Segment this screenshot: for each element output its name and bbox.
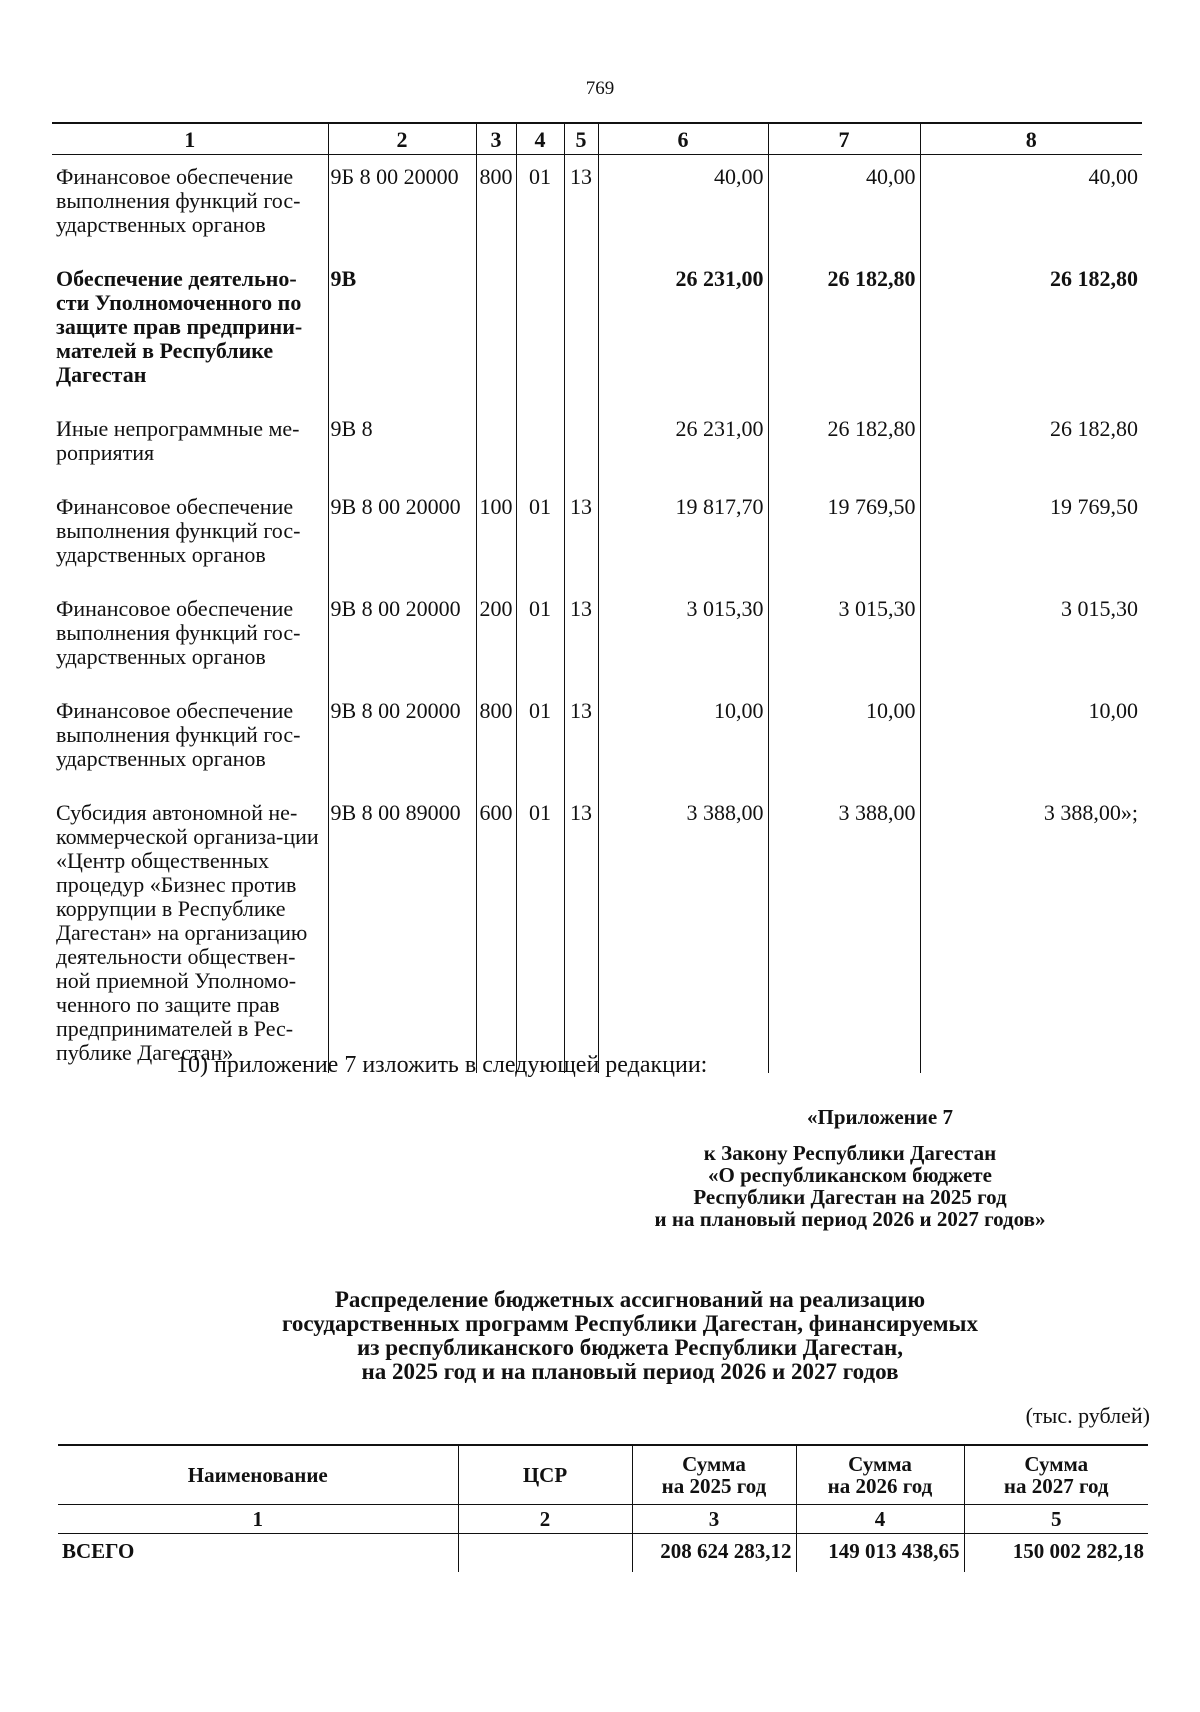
row-code: 9В 8	[328, 407, 476, 485]
row-code: 9В 8 00 20000	[328, 689, 476, 791]
total-row	[58, 1534, 1148, 1573]
row-2027: 26 182,80	[920, 407, 1142, 485]
column-index: 5	[964, 1505, 1148, 1534]
row-name: Субсидия автономной не-коммерческой организа-ции «Центр общественных процедур «Бизнес против коррупции в Республике Дагестан» на организацию деятельности обществен-ной приемной Уполномо-ченного по защите прав предпринимателей в Рес-публике Дагестан»	[52, 791, 328, 1073]
row-2026: 3 388,00	[768, 791, 920, 1073]
header-sum-2026	[796, 1445, 964, 1505]
row-c4	[516, 257, 564, 407]
row-name: Финансовое обеспечение выполнения функций гос-ударственных органов	[52, 587, 328, 689]
row-c3: 600	[476, 791, 516, 1073]
row-name: Финансовое обеспечение выполнения функций гос-ударственных органов	[52, 689, 328, 791]
row-2026: 3 015,30	[768, 587, 920, 689]
column-header: 7	[768, 123, 920, 155]
header-sum-label: Сумма	[682, 1452, 746, 1476]
row-name: Обеспечение деятельно-сти Уполномоченного по защите прав предприни-мателей в Республике Дагестан	[52, 257, 328, 407]
row-2027: 10,00	[920, 689, 1142, 791]
row-c5: 13	[564, 791, 598, 1073]
row-code: 9В 8 00 89000	[328, 791, 476, 1073]
row-name: Финансовое обеспечение выполнения функций гос-ударственных органов	[52, 485, 328, 587]
row-c5	[564, 257, 598, 407]
row-code: 9В 8 00 20000	[328, 587, 476, 689]
header-name: Наименование	[58, 1445, 458, 1505]
row-2027: 26 182,80	[920, 257, 1142, 407]
appendix-line: и на плановый период 2026 и 2027 годов»	[654, 1207, 1046, 1231]
total-label: ВСЕГО	[58, 1534, 458, 1573]
total-2025: 208 624 283,12	[632, 1534, 796, 1573]
row-c3: 800	[476, 689, 516, 791]
row-2027: 3 388,00»;	[920, 791, 1142, 1073]
row-c4: 01	[516, 485, 564, 587]
row-c5: 13	[564, 485, 598, 587]
table-row	[52, 587, 1142, 689]
column-index: 2	[458, 1505, 632, 1534]
appendix-line: к Закону Республики Дагестан	[703, 1141, 997, 1165]
column-header: 5	[564, 123, 598, 155]
header-sum-2027	[964, 1445, 1148, 1505]
units-label: (тыс. рублей)	[1025, 1403, 1150, 1428]
row-name: Финансовое обеспечение выполнения функций гос-ударственных органов	[52, 155, 328, 258]
table-row	[52, 407, 1142, 485]
column-header: 2	[328, 123, 476, 155]
row-name: Иные непрограммные ме-роприятия	[52, 407, 328, 485]
total-2027: 150 002 282,18	[964, 1534, 1148, 1573]
row-2027: 19 769,50	[920, 485, 1142, 587]
appendix-title: «Приложение 7	[807, 1105, 953, 1129]
title-line: Распределение бюджетных ассигнований на реализацию	[334, 1287, 926, 1312]
row-2025: 10,00	[598, 689, 768, 791]
row-c5	[564, 407, 598, 485]
row-c3	[476, 407, 516, 485]
row-2025: 3 015,30	[598, 587, 768, 689]
programs-table	[58, 1444, 1148, 1572]
row-2025: 3 388,00	[598, 791, 768, 1073]
row-2026: 10,00	[768, 689, 920, 791]
column-header: 4	[516, 123, 564, 155]
title-line: на 2025 год и на плановый период 2026 и 2027 годов	[361, 1359, 899, 1384]
header-sum-label: Сумма	[1024, 1452, 1089, 1476]
row-c3	[476, 257, 516, 407]
amendment-instruction: 10) приложение 7 изложить в следующей редакции:	[176, 1052, 708, 1078]
document-title	[180, 1288, 1080, 1384]
column-header: 6	[598, 123, 768, 155]
row-2026: 26 182,80	[768, 257, 920, 407]
table-row	[52, 155, 1142, 258]
row-c4: 01	[516, 155, 564, 258]
column-index: 4	[796, 1505, 964, 1534]
row-2026: 19 769,50	[768, 485, 920, 587]
row-c3: 800	[476, 155, 516, 258]
table-row	[52, 689, 1142, 791]
title-line: государственных программ Республики Дагестан, финансируемых	[282, 1311, 978, 1336]
index-row	[58, 1505, 1148, 1534]
title-line: из республиканского бюджета Республики Дагестан,	[357, 1335, 903, 1360]
row-c4: 01	[516, 689, 564, 791]
row-code: 9В 8 00 20000	[328, 485, 476, 587]
row-c5: 13	[564, 155, 598, 258]
table-row	[52, 485, 1142, 587]
appendix-line: Республики Дагестан на 2025 год	[693, 1185, 1007, 1209]
header-sum-year: на 2026 год	[827, 1474, 933, 1498]
table-header-row	[58, 1445, 1148, 1505]
header-sum-label: Сумма	[848, 1452, 912, 1476]
column-header: 3	[476, 123, 516, 155]
expenditure-table	[52, 122, 1142, 1073]
row-2025: 26 231,00	[598, 257, 768, 407]
header-sum-2025	[632, 1445, 796, 1505]
row-2026: 40,00	[768, 155, 920, 258]
header-sum-year: на 2027 год	[1003, 1474, 1109, 1498]
row-c3: 200	[476, 587, 516, 689]
row-c4: 01	[516, 587, 564, 689]
row-code: 9В	[328, 257, 476, 407]
column-header: 8	[920, 123, 1142, 155]
row-c4: 01	[516, 791, 564, 1073]
row-2027: 40,00	[920, 155, 1142, 258]
column-index: 1	[58, 1505, 458, 1534]
row-2025: 19 817,70	[598, 485, 768, 587]
row-2026: 26 182,80	[768, 407, 920, 485]
page-number: 769	[585, 78, 615, 99]
row-2025: 26 231,00	[598, 407, 768, 485]
row-c4	[516, 407, 564, 485]
table-header-row	[52, 123, 1142, 155]
table-row	[52, 791, 1142, 1073]
header-sum-year: на 2025 год	[661, 1474, 767, 1498]
row-c5: 13	[564, 689, 598, 791]
row-code: 9Б 8 00 20000	[328, 155, 476, 258]
row-2025: 40,00	[598, 155, 768, 258]
column-header: 1	[52, 123, 328, 155]
appendix-line: «О республиканском бюджете	[708, 1163, 992, 1187]
appendix-heading	[600, 1106, 1100, 1230]
header-csr: ЦСР	[458, 1445, 632, 1505]
table-row	[52, 257, 1142, 407]
column-index: 3	[632, 1505, 796, 1534]
total-2026: 149 013 438,65	[796, 1534, 964, 1573]
row-c3: 100	[476, 485, 516, 587]
total-csr	[458, 1534, 632, 1573]
row-c5: 13	[564, 587, 598, 689]
row-2027: 3 015,30	[920, 587, 1142, 689]
